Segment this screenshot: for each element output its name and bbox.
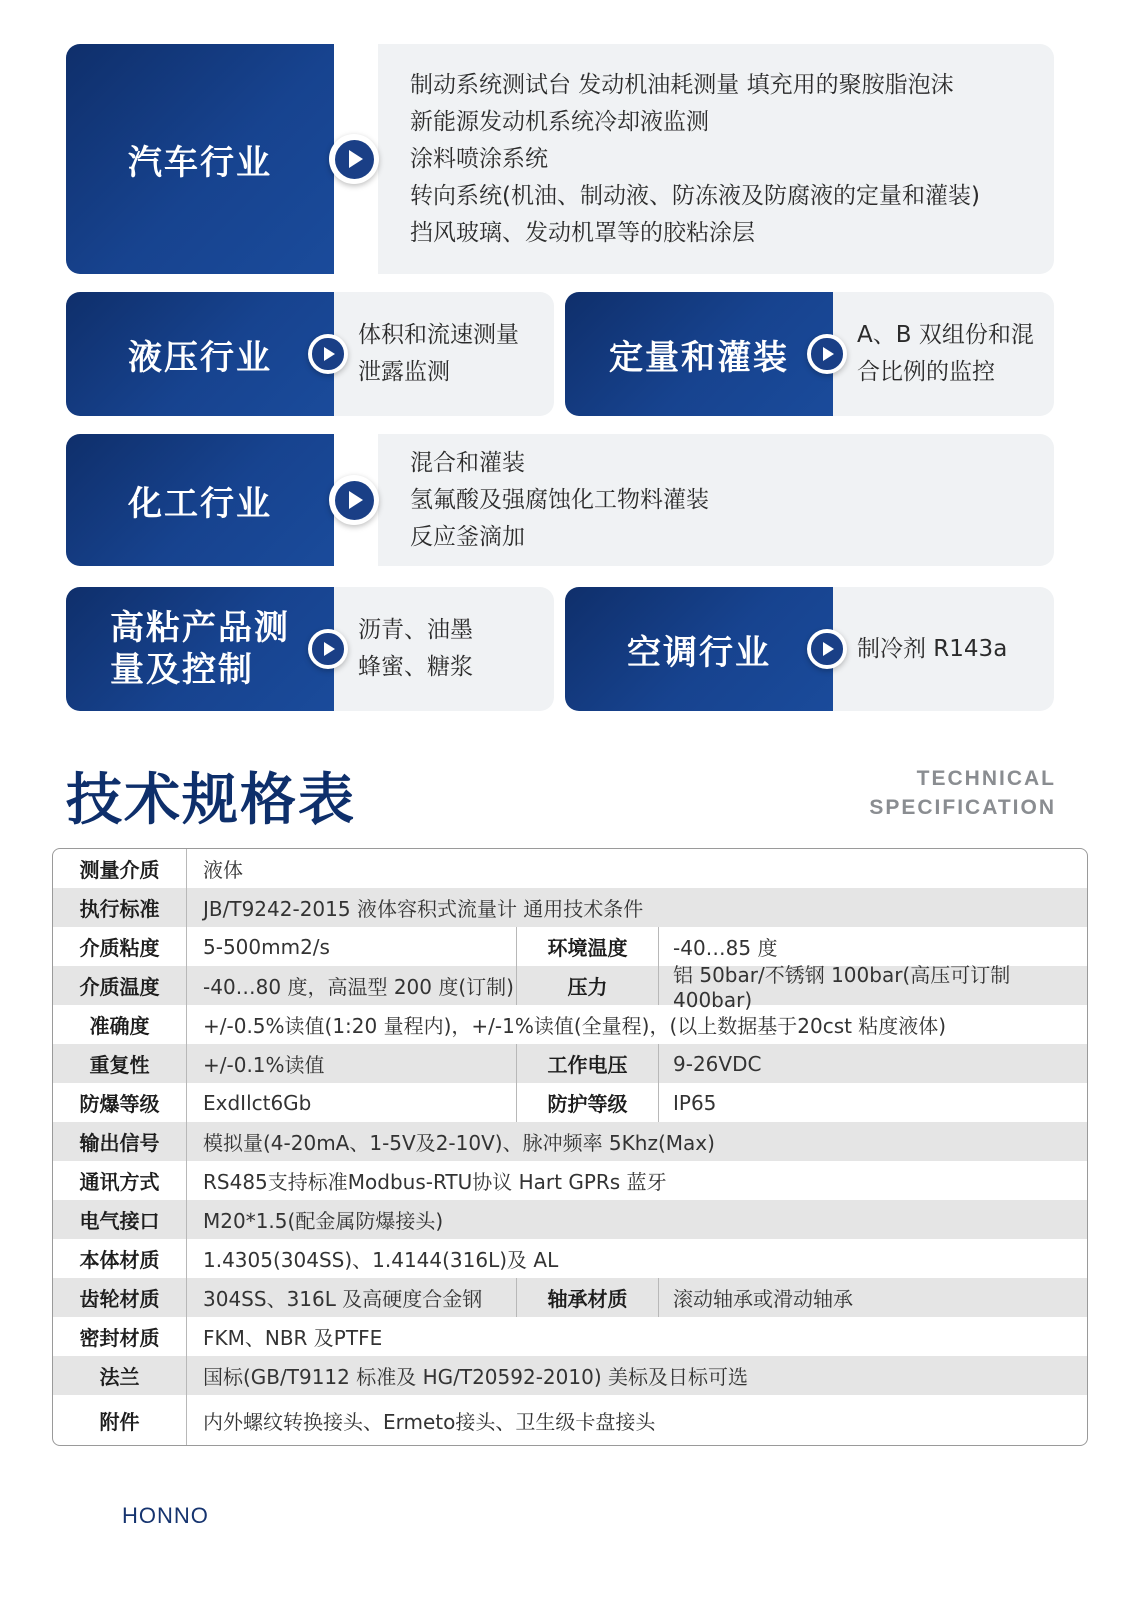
industry-title-auto: 汽车行业 — [66, 44, 334, 274]
table-row — [53, 1200, 1087, 1239]
spec-subtitle-line: TECHNICAL — [916, 767, 1056, 790]
table-row — [53, 1356, 1087, 1395]
row-label: 重复性 — [53, 1044, 187, 1083]
list-item: 转向系统(机油、制动液、防冻液及防腐液的定量和灌装) — [410, 182, 980, 209]
list-item: 涂料喷涂系统 — [410, 145, 548, 172]
row-value: 1.4305(304SS)、1.4144(316L)及 AL — [203, 1248, 559, 1272]
row-label: 齿轮材质 — [53, 1278, 187, 1317]
table-row — [53, 1317, 1087, 1356]
list-item: 沥青、油墨 — [358, 617, 473, 643]
row-value: FKM、NBR 及PTFE — [203, 1326, 383, 1350]
footer-brand: HONNO — [122, 1503, 209, 1528]
row-label: 准确度 — [53, 1005, 187, 1044]
row-label: 通讯方式 — [53, 1161, 187, 1200]
list-item: 泄露监测 — [358, 359, 450, 385]
play-arrow-icon — [329, 134, 379, 184]
industry-title-chemical: 化工行业 — [66, 434, 334, 566]
row-label: 介质温度 — [53, 966, 187, 1005]
page-number-text: 37 — [233, 1501, 259, 1528]
row-label: 电气接口 — [53, 1200, 187, 1239]
table-row — [53, 1239, 1087, 1278]
industry-title-hvac: 空调行业 — [565, 587, 833, 711]
list-item: 反应釜滴加 — [410, 523, 525, 550]
spec-table — [52, 848, 1088, 1446]
page-number — [214, 1500, 278, 1530]
row-value: ExdIlct6Gb — [187, 1083, 517, 1122]
row-label: 介质粘度 — [53, 927, 187, 966]
industry-list-viscous — [358, 587, 554, 711]
row-label: 密封材质 — [53, 1317, 187, 1356]
row-value: 5-500mm2/s — [187, 927, 517, 966]
table-row — [53, 1005, 1087, 1044]
industry-list-auto — [410, 44, 1054, 274]
row-value: 模拟量(4-20mA、1-5V及2-10V)、脉冲频率 5Khz(Max) — [203, 1131, 715, 1155]
industry-card-chemical — [66, 434, 1054, 566]
industry-list-hydraulic — [358, 292, 554, 416]
industry-card-auto — [66, 44, 1054, 274]
play-arrow-icon — [807, 629, 847, 669]
spec-title: 技术规格表 — [66, 768, 356, 833]
industry-list-chemical — [410, 434, 1054, 566]
row-label: 压力 — [517, 966, 659, 1005]
list-item: 合比例的监控 — [857, 359, 995, 385]
table-row — [53, 1278, 1087, 1317]
row-value: 304SS、316L 及高硬度合金钢 — [187, 1278, 517, 1317]
list-item: 挡风玻璃、发动机罩等的胶粘涂层 — [410, 219, 755, 246]
row-label: 附件 — [53, 1395, 187, 1445]
row-value: -40…85 度 — [673, 936, 778, 960]
table-row — [53, 1083, 1087, 1122]
industry-list-dosing — [857, 292, 1054, 416]
row-value: -40…80 度，高温型 200 度(订制) — [187, 966, 517, 1005]
row-value: M20*1.5(配金属防爆接头) — [203, 1209, 444, 1233]
play-arrow-icon — [308, 629, 348, 669]
row-value: +/-0.5%读值(1:20 量程内)，+/-1%读值(全量程)，(以上数据基于20cst 粘度液体) — [203, 1014, 947, 1038]
table-row — [53, 1395, 1087, 1445]
industry-title-viscous — [66, 587, 334, 711]
title-line: 量及控制 — [110, 650, 254, 690]
list-item: 新能源发动机系统冷却液监测 — [410, 108, 709, 135]
row-value: JB/T9242-2015 液体容积式流量计 通用技术条件 — [203, 897, 644, 921]
list-item: A、B 双组份和混 — [857, 322, 1034, 348]
table-row — [53, 1161, 1087, 1200]
list-item: 制冷剂 R143a — [857, 635, 1008, 662]
row-value: 国标(GB/T9112 标准及 HG/T20592-2010) 美标及日标可选 — [203, 1365, 748, 1389]
play-arrow-icon — [807, 334, 847, 374]
row-label: 本体材质 — [53, 1239, 187, 1278]
industry-title-dosing: 定量和灌装 — [565, 292, 833, 416]
table-row — [53, 963, 1087, 1012]
table-row — [53, 888, 1087, 927]
title-line: 高粘产品测 — [110, 608, 290, 648]
list-item: 蜂蜜、糖浆 — [358, 654, 473, 680]
row-label: 测量介质 — [53, 849, 187, 888]
row-label: 执行标准 — [53, 888, 187, 927]
list-item: 体积和流速测量 — [358, 322, 519, 348]
list-item: 氢氟酸及强腐蚀化工物料灌装 — [410, 486, 709, 513]
row-label: 法兰 — [53, 1356, 187, 1395]
row-value: 液体 — [203, 858, 243, 882]
spec-subtitle — [869, 764, 1056, 822]
row-value: 滚动轴承或滑动轴承 — [673, 1287, 853, 1311]
row-value: IP65 — [673, 1090, 717, 1115]
row-label: 防爆等级 — [53, 1083, 187, 1122]
row-value: RS485支持标准Modbus-RTU协议 Hart GPRs 蓝牙 — [203, 1170, 667, 1194]
play-arrow-icon — [329, 475, 379, 525]
row-value: 9-26VDC — [673, 1051, 762, 1076]
row-label: 环境温度 — [517, 927, 659, 966]
row-label: 防护等级 — [517, 1083, 659, 1122]
industry-list-hvac — [857, 587, 1054, 711]
table-row — [53, 1122, 1087, 1161]
table-row — [53, 1044, 1087, 1083]
table-row — [53, 849, 1087, 888]
list-item: 制动系统测试台 发动机油耗测量 填充用的聚胺脂泡沫 — [410, 71, 954, 98]
row-value: 铝 50bar/不锈钢 100bar(高压可订制 400bar) — [673, 963, 1011, 1012]
industry-title-hydraulic: 液压行业 — [66, 292, 334, 416]
play-arrow-icon — [308, 334, 348, 374]
row-label: 输出信号 — [53, 1122, 187, 1161]
row-value: +/-0.1%读值 — [187, 1044, 517, 1083]
spec-subtitle-line: SPECIFICATION — [869, 796, 1056, 819]
list-item: 混合和灌装 — [410, 449, 525, 476]
row-label: 工作电压 — [517, 1044, 659, 1083]
row-value: 内外螺纹转换接头、Ermeto接头、卫生级卡盘接头 — [203, 1409, 656, 1434]
row-label: 轴承材质 — [517, 1278, 659, 1317]
